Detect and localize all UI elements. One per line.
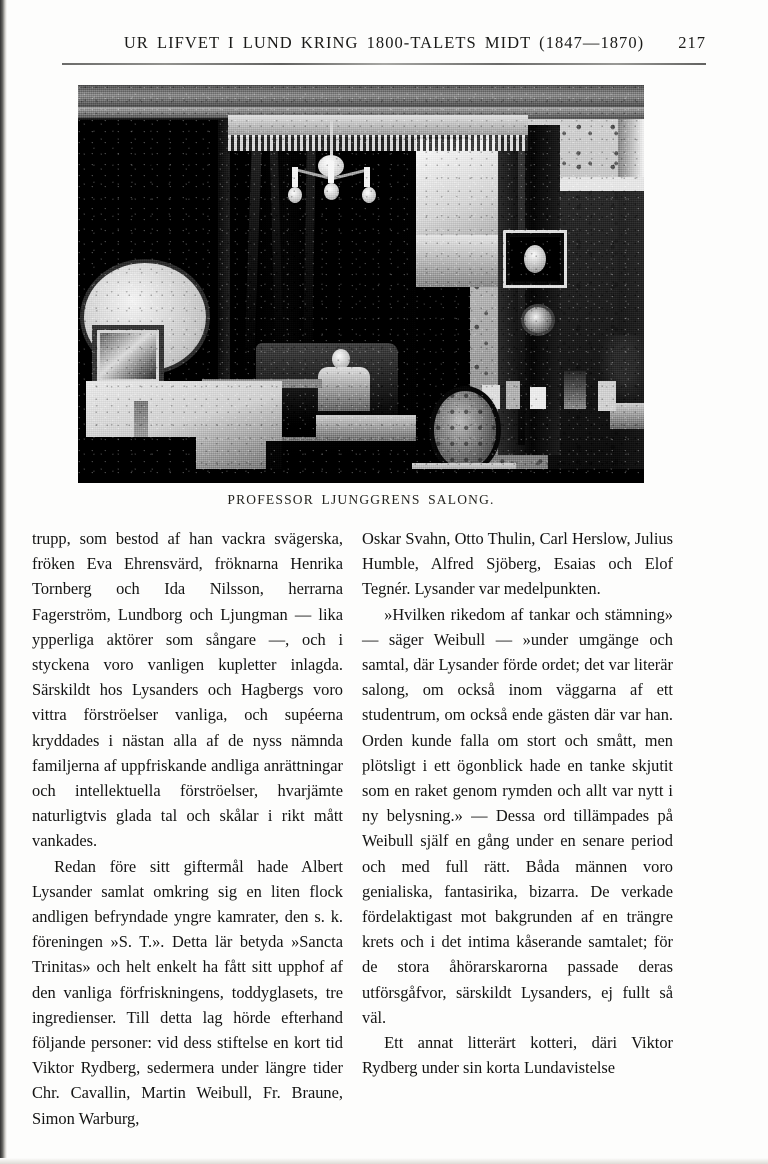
running-head-title: UR LIFVET I LUND KRING 1800-TALETS MIDT (1847—1870): [123, 33, 645, 52]
doorway: [548, 181, 644, 483]
seated-figure-body: [318, 367, 370, 411]
body-column-right: [362, 526, 673, 1080]
paragraph: Ett annat litterärt kotteri, däri Viktor Rydberg under sin korta Lundavistelse: [362, 1033, 673, 1078]
scan-edge-left: [0, 0, 7, 1164]
chandelier-candle: [364, 167, 370, 187]
salon-photograph: [78, 85, 644, 483]
wall-medallion: [524, 307, 552, 333]
seated-figure-head: [332, 349, 350, 369]
framed-portrait-image: [524, 245, 546, 273]
paragraph: trupp, som bestod af han vackra svägerska, fröken Eva Ehrensvärd, fröknarna Henrika Tornberg och Ida Nilsson, herrarna Fagerström, Lundborg och Ljungman — lika ypperliga aktörer som sångare —, och i styckena voro vanligen kupletter inlagda. Särskildt hos Lysanders och Hagbergs voro vittra förströelser vanliga, och supéerna kryddades i nästan alla af de nyss nämnda familjerna af uppfriskande andliga anrättningar och intellektuella förströelser, hvarjämte naturligtvis glada tal och skålar i rikt mått vankades.: [32, 529, 343, 851]
framed-picture-left-image: [100, 333, 156, 379]
shelf-object: [598, 381, 616, 411]
chandelier-candle: [328, 161, 334, 183]
figure-caption: PROFESSOR LJUNGGRENS SALONG.: [227, 492, 495, 507]
valance: [228, 115, 528, 137]
upholstered-chair-pattern: [434, 391, 496, 469]
shelf-object: [530, 387, 546, 409]
shelf-object: [564, 371, 586, 409]
scan-edge-bottom: [0, 1158, 768, 1164]
paragraph: Redan före sitt giftermål hade Albert Lysander samlat omkring sig en liten flock andligen befryndade yngre kamrater, den s. k. föreningen »S. T.». Detta lär betyda »Sancta Trinitas» och helt enkelt ha fått sitt upphof af den vanliga förfriskningens, toddyglasets, tre ingredienser. Till detta lag hörde efterhand följande personer: vid dess stiftelse en kort tid Viktor Rydberg, sedermera under längre tider Chr. Cavallin, Martin Weibull, Fr. Braune, Simon Warburg,: [32, 856, 343, 1128]
header-rule: [62, 63, 706, 65]
floor: [78, 469, 644, 483]
paragraph: »Hvilken rikedom af tankar och stämning» — säger Weibull — »under umgänge och samtal, där Lysander förde ordet; det var literär salong, om också inom väggarna af ett studentrum, om också ende gästen där var han. Orden kunde falla om stort och smått, men plötsligt i ett ögonblick hade en tanke skjutit som en raket genom rymden och allt var nytt i ny belysning.» — Dessa ord tillämpades på Weibull själf en gång under en senare period och med full rätt. Båda männen voro genialiska, fantasirika, bizarra. De verkade fördelaktigast mot bakgrunden af en trängre krets och i det intima kåserande samtalet; för de stora åhörarskarorna passade deras utförsgåfvor, särskildt Lysanders, ej fullt så väl.: [362, 604, 673, 1027]
paragraph: Oskar Svahn, Otto Thulin, Carl Herslow, Julius Humble, Alfred Sjöberg, Esaias och Elof Tegnér. Lysander var medelpunkten.: [362, 529, 673, 599]
chandelier-drop: [362, 187, 376, 203]
chandelier-candle: [292, 167, 298, 187]
shelf-object: [506, 381, 520, 409]
page-number: 217: [678, 33, 706, 52]
chandelier-drop: [288, 187, 302, 203]
valance-fringe: [228, 135, 528, 151]
chandelier-drop: [324, 183, 339, 200]
body-column-left: [32, 526, 343, 1131]
running-head: [62, 33, 706, 59]
